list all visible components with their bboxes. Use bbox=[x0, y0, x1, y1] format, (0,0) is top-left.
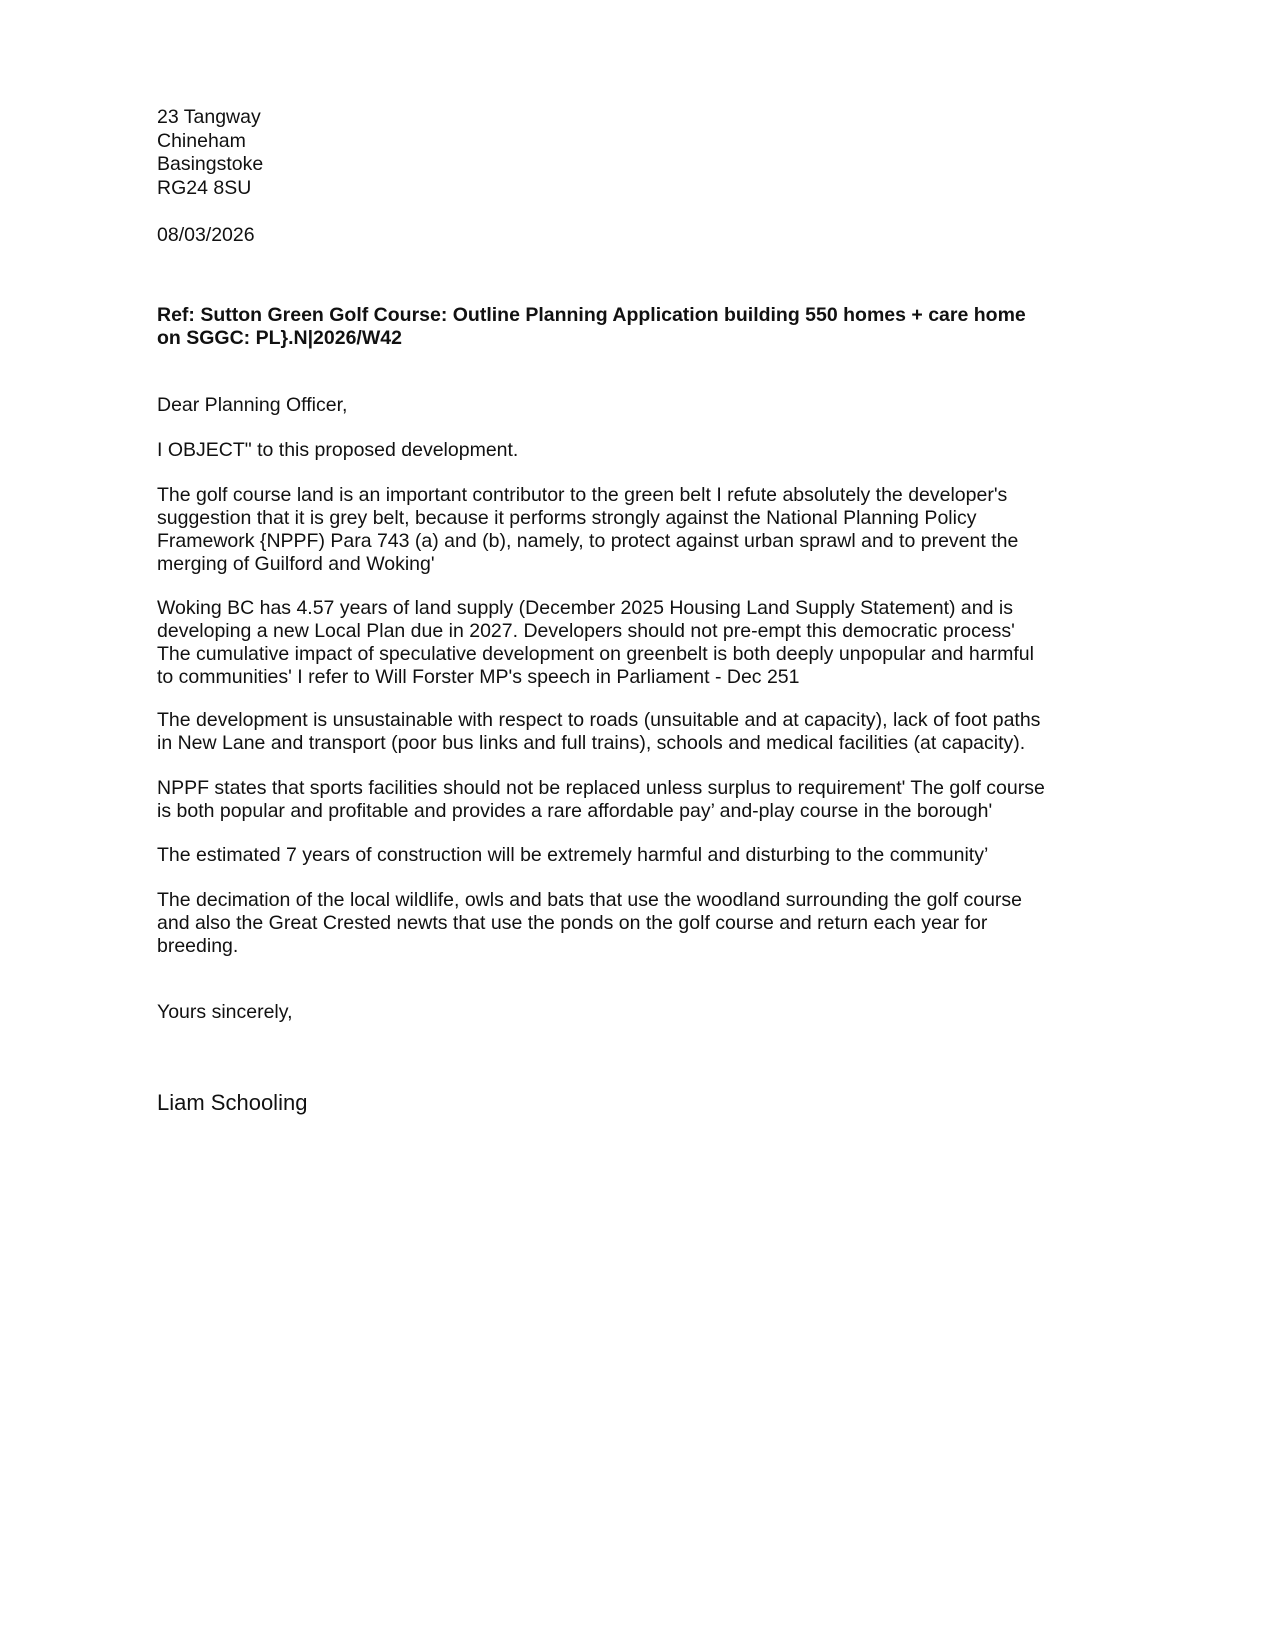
paragraph-line: Framework {NPPF) Para 743 (a) and (b), namely, to protect against urban sprawl and to prevent the bbox=[157, 530, 1019, 552]
paragraph-sports-facilities bbox=[157, 777, 1097, 823]
paragraph-line: The golf course land is an important contributor to the green belt I refute absolutely the developer's bbox=[157, 484, 1008, 506]
paragraph-line: The estimated 7 years of construction will be extremely harmful and disturbing to the community’ bbox=[157, 844, 989, 866]
paragraph-line: to communities' I refer to Will Forster MP's speech in Parliament - Dec 251 bbox=[157, 666, 800, 688]
paragraph-line: The development is unsustainable with respect to roads (unsuitable and at capacity), lack of foot paths bbox=[157, 709, 1041, 731]
letter-date: 08/03/2026 bbox=[157, 224, 255, 246]
paragraph-line: The cumulative impact of speculative development on greenbelt is both deeply unpopular and harmful bbox=[157, 643, 1034, 665]
address-line: Chineham bbox=[157, 129, 246, 152]
paragraph-line: I OBJECT" to this proposed development. bbox=[157, 439, 519, 461]
paragraph-construction bbox=[157, 844, 1097, 867]
paragraph-land-supply bbox=[157, 597, 1097, 689]
salutation: Dear Planning Officer, bbox=[157, 394, 348, 416]
reference-line: on SGGC: PL}.N|2026/W42 bbox=[157, 327, 402, 349]
paragraph-line: suggestion that it is grey belt, because it performs strongly against the National Planning Policy bbox=[157, 507, 977, 529]
address-line: RG24 8SU bbox=[157, 176, 252, 199]
paragraph-line: and also the Great Crested newts that use the ponds on the golf course and return each year for bbox=[157, 912, 988, 934]
closing: Yours sincerely, bbox=[157, 1001, 293, 1023]
reference-heading bbox=[157, 304, 1097, 350]
paragraph-sustainability bbox=[157, 709, 1097, 755]
signature-name: Liam Schooling bbox=[157, 1090, 308, 1115]
paragraph-line: in New Lane and transport (poor bus links and full trains), schools and medical facilities (at capacity). bbox=[157, 732, 1026, 754]
paragraph-objection bbox=[157, 439, 1097, 462]
paragraph-line: developing a new Local Plan due in 2027. Developers should not pre-empt this democratic process' bbox=[157, 620, 1015, 642]
paragraph-line: The decimation of the local wildlife, owls and bats that use the woodland surrounding the golf course bbox=[157, 889, 1023, 911]
paragraph-line: NPPF states that sports facilities should not be replaced unless surplus to requirement' The golf course bbox=[157, 777, 1045, 799]
sender-address bbox=[157, 106, 1097, 200]
paragraph-green-belt bbox=[157, 484, 1097, 576]
address-line: 23 Tangway bbox=[157, 106, 261, 128]
reference-line: Ref: Sutton Green Golf Course: Outline Planning Application building 550 homes + care home bbox=[157, 304, 1026, 326]
paragraph-line: Woking BC has 4.57 years of land supply (December 2025 Housing Land Supply Statement) and is bbox=[157, 597, 1013, 619]
paragraph-line: breeding. bbox=[157, 935, 239, 957]
address-line: Basingstoke bbox=[157, 153, 264, 175]
paragraph-wildlife bbox=[157, 889, 1097, 958]
paragraph-line: merging of Guilford and Woking' bbox=[157, 553, 435, 575]
paragraph-line: is both popular and profitable and provides a rare affordable pay’ and-play course in the borough' bbox=[157, 800, 993, 822]
